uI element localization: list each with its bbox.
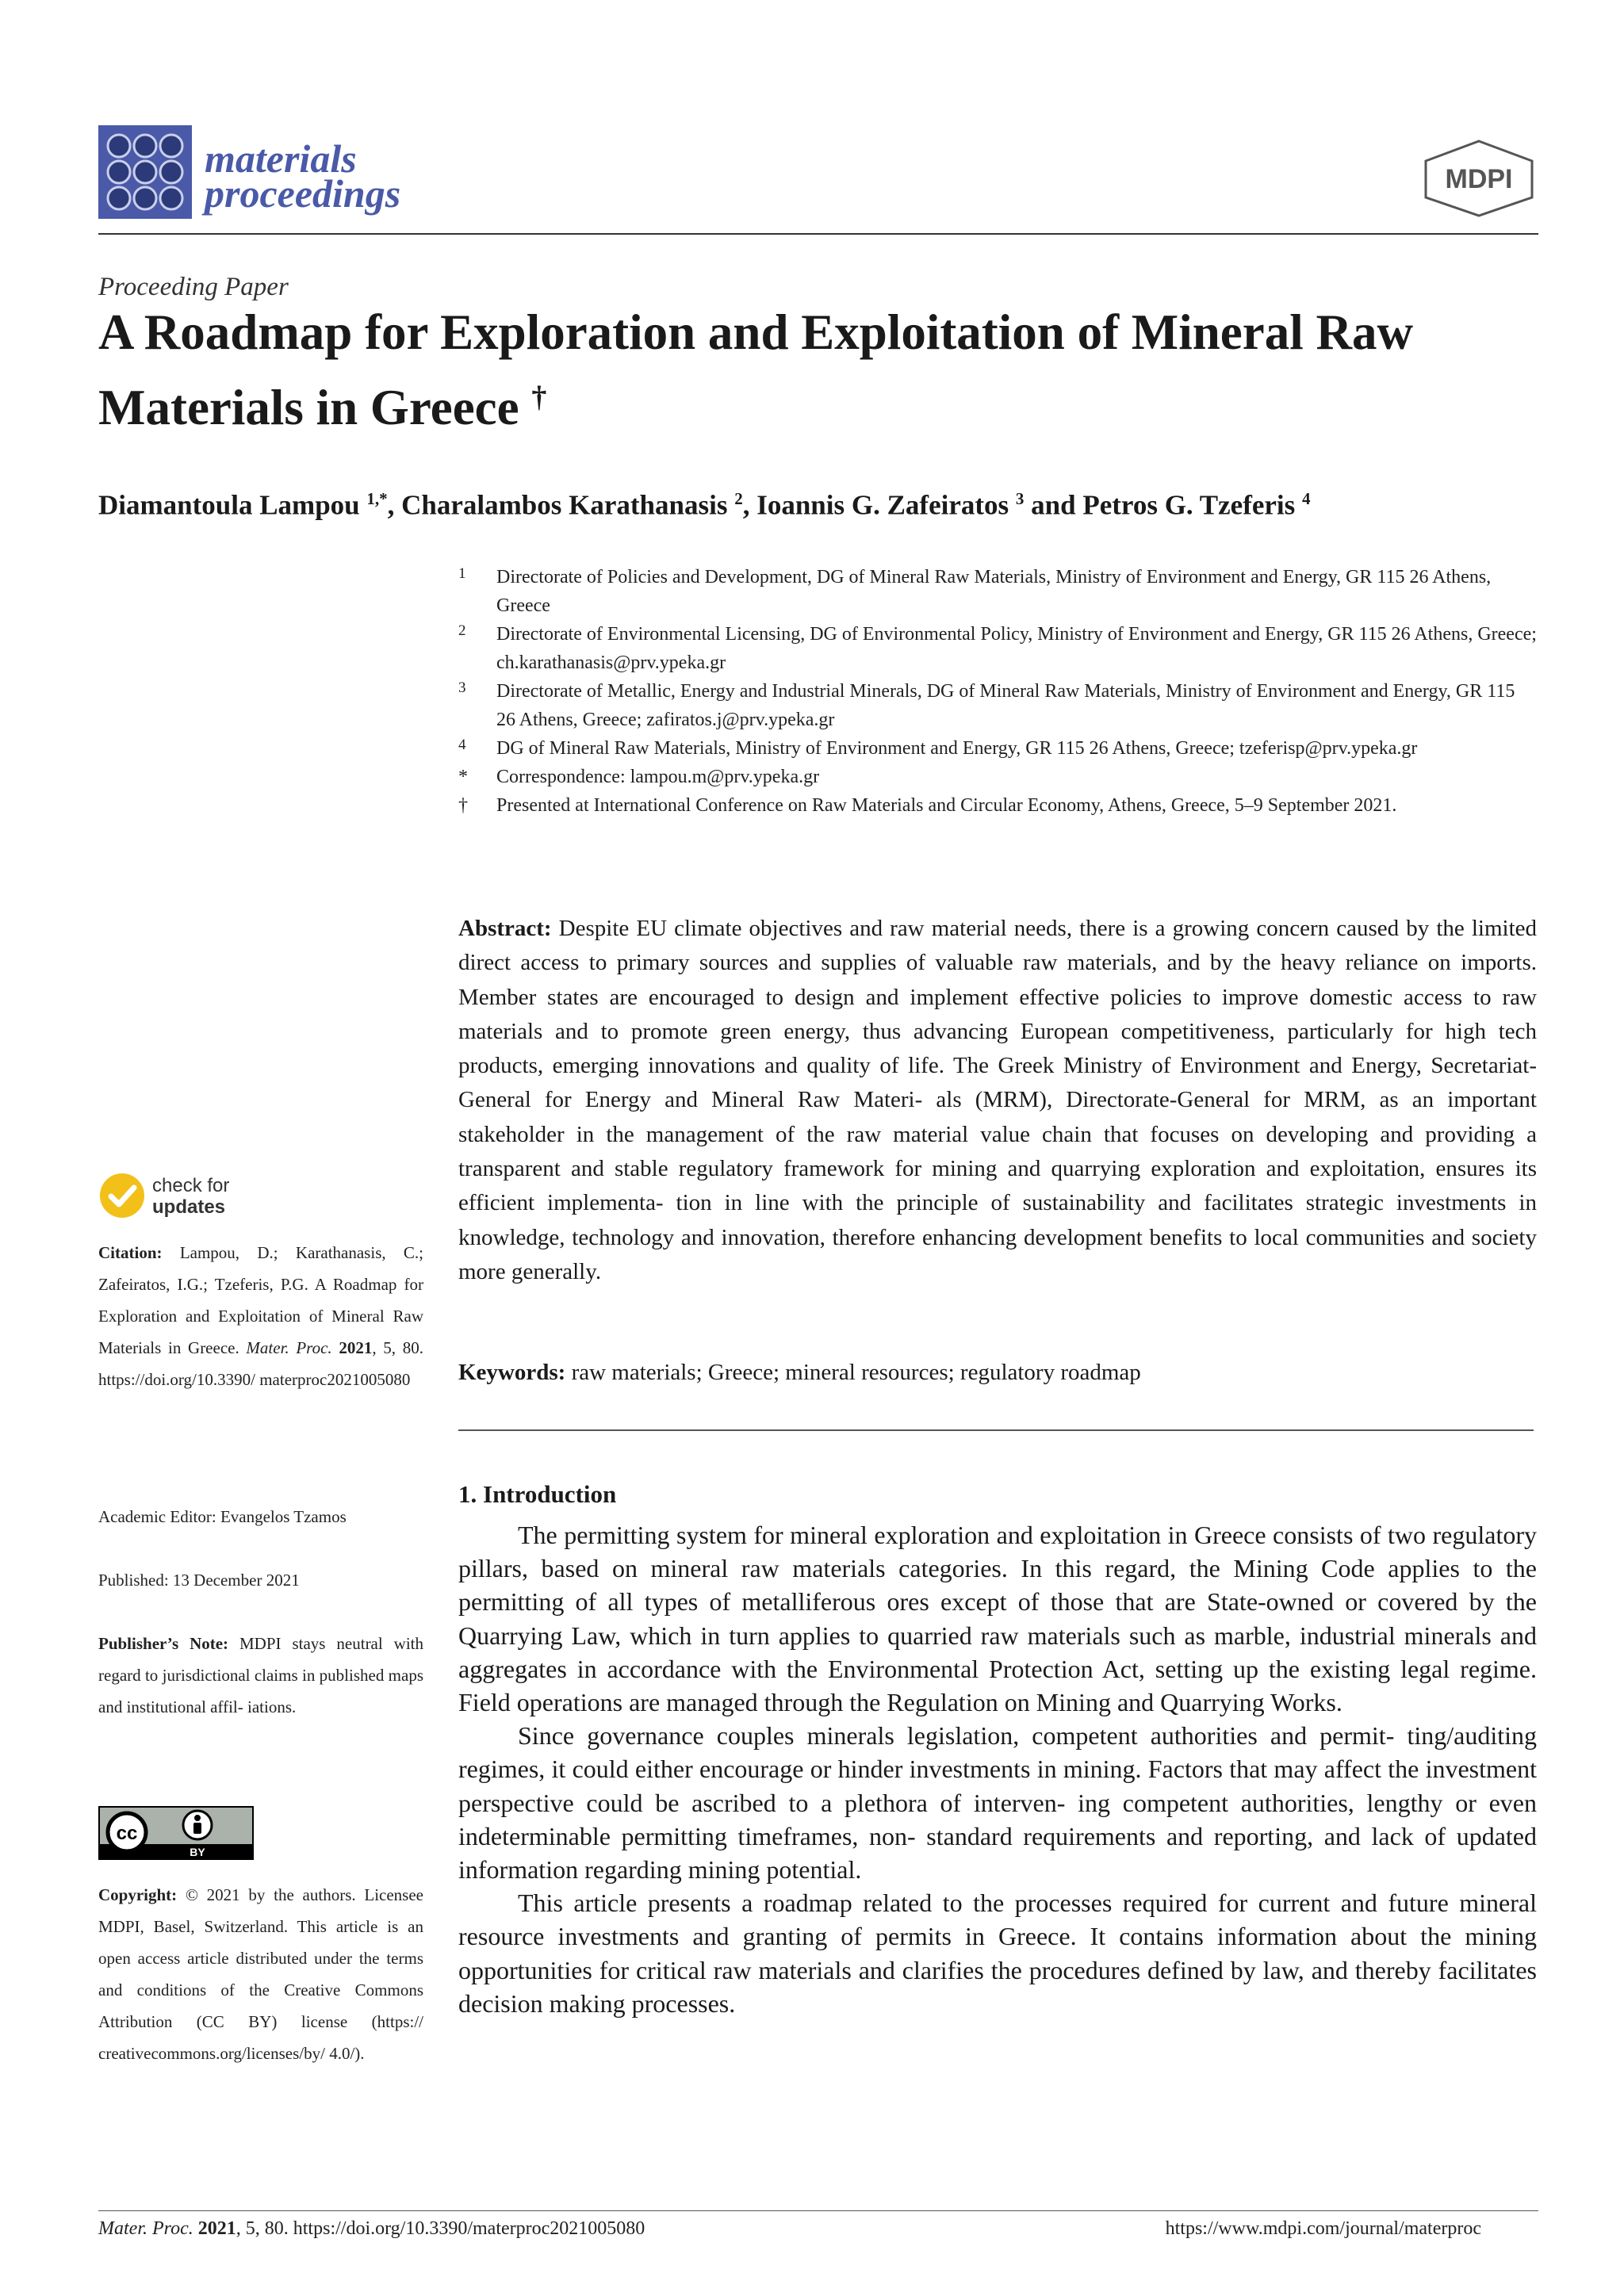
title-footnote-mark: † [531,381,547,414]
citation-label: Citation: [98,1243,163,1262]
mdpi-logo-icon [1421,139,1537,218]
published-date: Published: 13 December 2021 [98,1571,300,1590]
abstract-divider [458,1429,1534,1431]
affiliation-mark: 2 [458,622,466,639]
affiliation-text: Directorate of Policies and Development, DG of Mineral Raw Materials, Ministry of Environment and Energy, GR 115 26 Athens, Greece [496,567,1492,616]
conference-note [458,791,1537,820]
journal-name-line1: materials [205,136,357,181]
section-heading: 1. Introduction [458,1480,617,1508]
abstract-text: Despite EU climate objectives and raw material needs, there is a growing concern caused by the limited direct access to primary sources and supplies of valuable raw materials, and by the heavy reliance on imports. Member states are encouraged to design and implement effective policies to improve domestic access to raw materials and to promote green energy, thus advancing European competitiveness, particularly for high tech products, emerging innovations and quality of life. The Greek Ministry of Environment and Energy, Secretariat-General for Energy and Mineral Raw Materi- als (MRM), Directorate-General for MRM, as an important stakeholder in the management of the raw material value chain that focuses on developing and providing a transparent and stable regulatory framework for mining and quarrying exploration and exploitation, ensures its efficient implementa- tion in line with the principle of sustainability and facilitates strategic investments in knowledge, technology and innovation, therefore enhancing development benefits to local communities and society more generally. [458,916,1537,1284]
citation-text: Lampou, D.; Karathanasis, C.; Zafeiratos, I.G.; Tzeferis, P.G. A Roadmap for Exploration and Exploitation of Mineral Raw Materials in Greece. [98,1243,424,1357]
check-for-updates-icon[interactable] [98,1172,146,1219]
paper-title [98,300,1526,440]
cc-by-license-icon[interactable] [98,1806,254,1860]
check-for-updates-line1: check for [152,1175,230,1196]
author-name[interactable]: Ioannis G. Zafeiratos [756,489,1009,521]
author-affil-mark: 2 [734,489,743,508]
publisher-note [98,1628,423,1723]
paragraph: This article presents a roadmap related to the processes required for current and future mineral resource investments and granting of permits in Greece. It contains information about the mining opportunities for critical raw materials and clarifies the procedures defined by law, and thereby facilitates decision making processes. [458,1888,1537,2018]
abstract-label: Abstract: [458,916,552,941]
copyright-label: Copyright: [98,1885,178,1904]
copyright-text: © 2021 by the authors. Licensee MDPI, Basel, Switzerland. This article is an open access article distributed under the terms and conditions of the Creative Commons Attribution (CC BY) license (https:// creativecommons.org/licenses/by/ 4.0/). [98,1885,423,2063]
publisher-note-label: Publisher’s Note: [98,1634,229,1653]
title-lead: A [98,304,132,360]
cc-by-label: BY [190,1846,205,1858]
journal-name [205,136,401,216]
correspondence-text[interactable]: Correspondence: lampou.m@prv.ypeka.gr [496,767,820,787]
affiliation-mark: 3 [458,679,466,696]
affiliation-text: Directorate of Metallic, Energy and Industrial Minerals, DG of Mineral Raw Materials, Ministry of Environment and Energy, GR 115 26 Athens, Greece; zafiratos.j@prv.ypeka.gr [496,681,1515,730]
conference-note-text: Presented at International Conference on Raw Materials and Circular Economy, Athens, Greece, 5–9 September 2021. [496,795,1397,816]
citation-doi[interactable]: , 5, 80. https://doi.org/10.3390/ materproc2021005080 [98,1338,423,1389]
affiliation-item [458,734,1537,763]
check-for-updates-line2: updates [152,1196,226,1218]
svg-text:cc: cc [116,1823,138,1844]
keywords-label: Keywords: [458,1360,566,1385]
paragraph: Since governance couples minerals legislation, competent authorities and permit- ting/auditing regimes, it could either encourage or hinder investments in mining. Factors that may affect the investment perspective could be ascribed to a plethora of interven- ing competent authorities, lengthy or even indeterminable permitting timeframes, non- standard requirements and reporting, and lack of updated information regarding mining potential. [458,1721,1537,1885]
keywords [458,1356,1537,1390]
affiliation-item [458,563,1537,620]
author-affil-mark: 3 [1015,489,1025,508]
keywords-text: raw materials; Greece; mineral resources; regulatory roadmap [571,1360,1141,1385]
paragraph: The permitting system for mineral exploration and exploitation in Greece consists of two regulatory pillars, based on mineral raw materials categories. In this regard, the Mining Code applies to the permitting of all types of metalliferous ores except of those that are State-owned or covered by the Quarrying Law, which in turn applies to quarried raw materials such as marble, industrial minerals and aggregates in accordance with the Environmental Protection Act, setting up the existing legal regime. Field operations are managed through the Regulation on Mining and Quarrying Works. [458,1521,1537,1717]
affiliation-mark: 4 [458,737,466,753]
author-list [98,480,1526,525]
author-name[interactable]: Charalambos Karathanasis [401,489,728,521]
footer-journal-url[interactable]: https://www.mdpi.com/journal/materproc [1165,2218,1481,2239]
affiliation-mark: * [458,767,468,787]
paper-type: Proceeding Paper [98,273,289,301]
author-affil-mark: 4 [1302,489,1311,508]
affiliation-mark: † [458,795,468,816]
footer-journal: Mater. Proc. [98,2218,193,2239]
author-separator: , [387,489,402,521]
affiliation-list [458,563,1537,820]
affiliation-text: DG of Mineral Raw Materials, Ministry of Environment and Energy, GR 115 26 Athens, Greece; tzeferisp@prv.ypeka.gr [496,738,1418,759]
header-divider [98,233,1538,235]
check-for-updates[interactable] [152,1175,229,1218]
author-affil-mark: 1,* [366,489,388,508]
introduction-body [458,1518,1537,2020]
author-name[interactable]: Petros G. Tzeferis [1082,489,1296,521]
affiliation-mark: 1 [458,565,466,582]
footer-doi[interactable]: , 5, 80. https://doi.org/10.3390/materproc2021005080 [236,2218,645,2239]
journal-logo-icon [98,125,192,219]
author-name[interactable]: Diamantoula Lampou [98,489,360,521]
author-separator: , [742,489,757,521]
citation-journal: Mater. Proc. [246,1338,332,1357]
affiliation-text: Directorate of Environmental Licensing, DG of Environmental Policy, Ministry of Environment and Energy, GR 115 26 Athens, Greece; ch.karathanasis@prv.ypeka.gr [496,624,1537,673]
publisher-note-text: MDPI stays neutral with regard to jurisdictional claims in published maps and institutional affil- iations. [98,1634,423,1716]
title-text: Roadmap for Exploration and Exploitation of Mineral Raw Materials in Greece [98,304,1413,435]
author-separator: and [1024,489,1083,521]
footer-citation [98,2218,645,2240]
citation-block [98,1237,423,1395]
abstract [458,912,1537,1289]
footer-divider [98,2210,1538,2211]
affiliation-item [458,677,1537,734]
correspondence [458,763,1537,791]
copyright-block [98,1879,423,2069]
affiliation-item [458,620,1537,677]
footer-year: 2021 [197,2218,236,2239]
mdpi-logo-text: MDPI [1445,164,1513,194]
citation-year: 2021 [339,1338,373,1357]
journal-name-line2: proceedings [205,171,401,216]
academic-editor: Academic Editor: Evangelos Tzamos [98,1507,347,1526]
